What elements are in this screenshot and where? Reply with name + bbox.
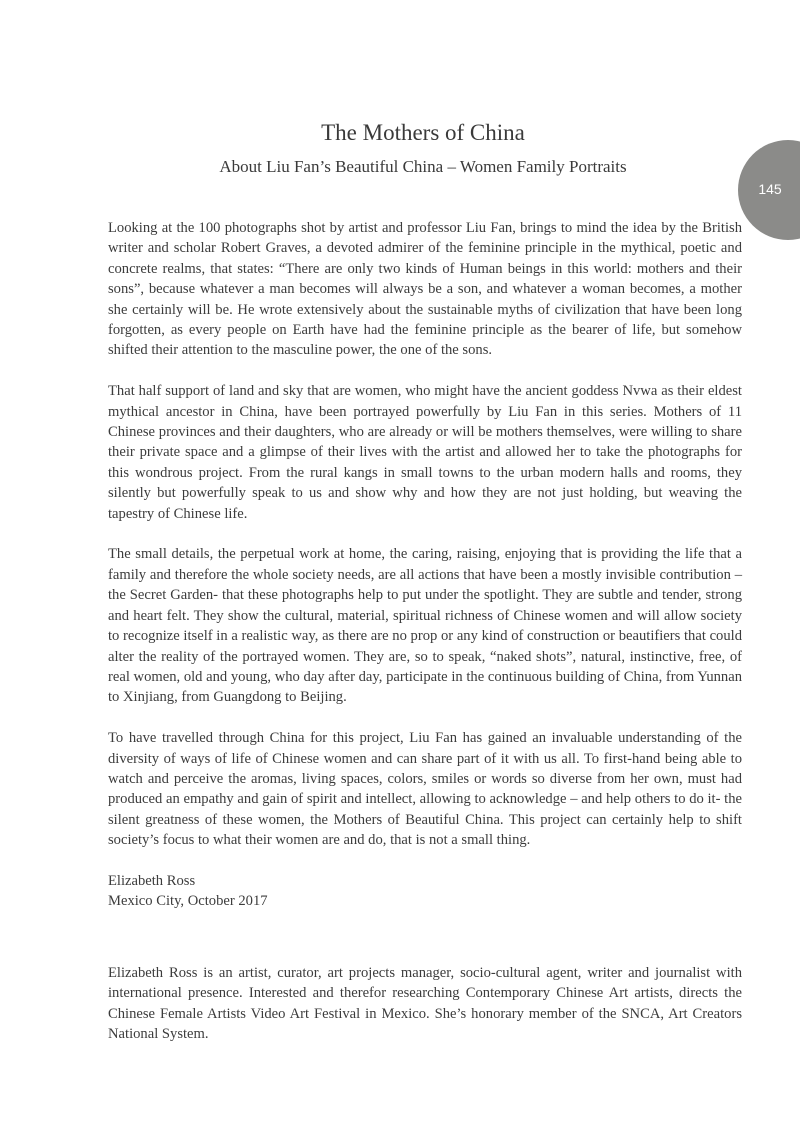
article-body bbox=[108, 218, 742, 1065]
paragraph-3: The small details, the perpetual work at home, the caring, raising, enjoying that is providing the life that a family and therefore the whole society needs, are all actions that have been a mostly invisible contribution – the Secret Garden- that these photographs help to put under the spotlight. They are subtle and tender, strong and heart felt. They show the cultural, material, spiritual richness of Chinese women and will allow society to recognize itself in a realistic way, as there are no prop or any kind of construction or beautifiers that could alter the reality of the portrayed women. They are, so to speak, “naked shots”, natural, instinctive, free, of real women, old and young, who day after day, participate in the continuous building of China, from Yunnan to Xinjiang, from Guangdong to Beijing. bbox=[108, 546, 742, 706]
page-title: The Mothers of China bbox=[321, 120, 525, 145]
paragraph-2: That half support of land and sky that are women, who might have the ancient goddess Nvwa as their eldest mythical ancestor in China, have been portrayed powerfully by Liu Fan in this series. Mothers of 11 Chinese provinces and their daughters, who are already or will be mothers themselves, were willing to share their private space and a glimpse of their lives with the artist and allowed her to take the photographs for this wondrous project. From the rural kangs in small towns to the urban modern halls and rooms, they silently but powerfully speak to us and show why and how they are not just holding, but weaving the tapestry of Chinese life. bbox=[108, 383, 742, 522]
paragraph-1: Looking at the 100 photographs shot by artist and professor Liu Fan, brings to mind the idea by the British writer and scholar Robert Graves, a devoted admirer of the feminine principle in the mythical, poetic and concrete realms, that states: “There are only two kinds of Human beings in this world: mothers and their sons”, because whatever a man becomes will always be a son, and whatever a woman becomes, a mother she certainly will be. He wrote extensively about the sustainable myths of civilization that have been long forgotten, as every people on Earth have had the feminine principle as the bearer of life, but somehow shifted their attention to the masculine power, the one of the sons. bbox=[108, 220, 742, 359]
signature-place-date: Mexico City, October 2017 bbox=[108, 893, 268, 910]
signature-name: Elizabeth Ross bbox=[108, 872, 196, 889]
author-bio: Elizabeth Ross is an artist, curator, art projects manager, socio-cultural agent, writer and journalist with international presence. Interested and therefor researching Contemporary Chinese Art artists, directs the Chinese Female Artists Video Art Festival in Mexico. She’s honorary member of the SNCA, Art Creators National System. bbox=[108, 964, 742, 1042]
paragraph-4: To have travelled through China for this project, Liu Fan has gained an invaluable understanding of the diversity of ways of life of Chinese women and can share part of it with us all. To first-hand being able to watch and perceive the aromas, living spaces, colors, smiles or words so diverse from her own, must had produced an empathy and gain of spirit and intellect, allowing to acknowledge – and help others to do it- the silent greatness of these women, the Mothers of Beautiful China. This project can certainly help to shift society’s focus to what their women are and do, that is not a small thing. bbox=[108, 730, 742, 849]
page-subtitle: About Liu Fan’s Beautiful China – Women Family Portraits bbox=[219, 157, 627, 176]
signature-block bbox=[108, 871, 742, 912]
page-number: 145 bbox=[758, 181, 782, 197]
